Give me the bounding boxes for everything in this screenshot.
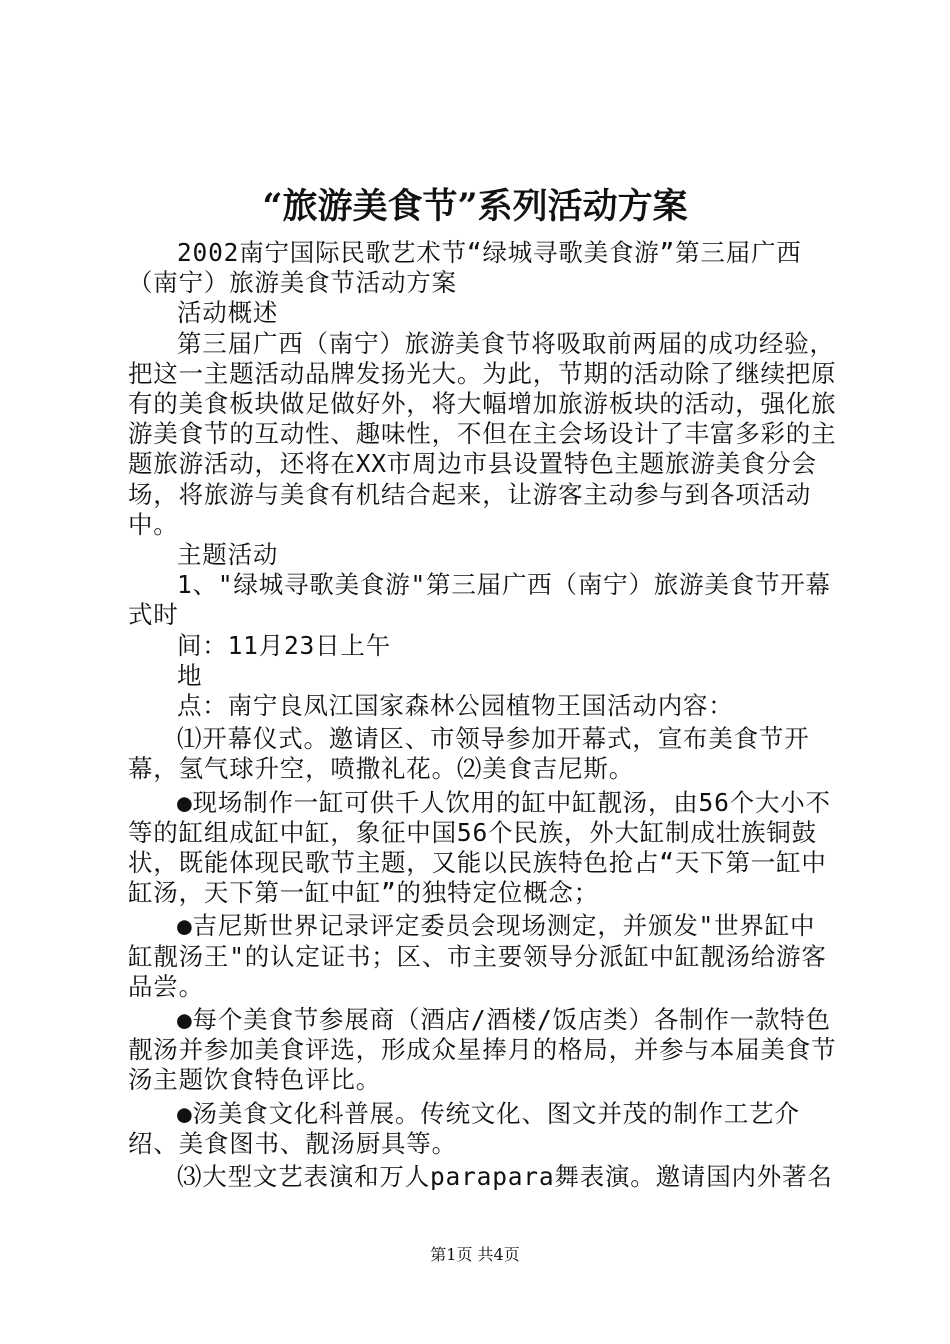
paragraph-place-label: 地 (177, 660, 203, 690)
bullet-culture-exhibit: ●汤美食文化科普展。传统文化、图文并茂的制作工艺介绍、美食图书、靓汤厨具等。 (128, 1098, 800, 1158)
paragraph-ceremony-items: ⑴开幕仪式。邀请区、市领导参加开幕式，宣布美食节开幕，氢气球升空，喷撒礼花。⑵美食吉尼斯。 (128, 724, 810, 784)
paragraph-intro: 2002南宁国际民歌艺术节“绿城寻歌美食游”第三届广西（南宁）旅游美食节活动方案 (128, 238, 802, 298)
document-body (128, 238, 838, 1192)
paragraph-overview: 第三届广西（南宁）旅游美食节将吸取前两届的成功经验，把这一主题活动品牌发扬光大。为此，节期的活动除了继续把原有的美食板块做足做好外，将大幅增加旅游板块的活动，强化旅游美食节的互动性、趣味性，不但在主会场设计了丰富多彩的主题旅游活动，还将在XX市周边市县设置特色主题旅游美食分会场，将旅游与美食有机结合起来，让游客主动参与到各项活动中。 (128, 328, 837, 539)
page-footer: 第1页 共4页 (430, 1245, 520, 1264)
document-title: “旅游美食节”系列活动方案 (262, 186, 688, 227)
bullet-soup-vat: ●现场制作一缸可供千人饮用的缸中缸靓汤，由56个大小不等的缸组成缸中缸，象征中国56个民族，外大缸制成壮族铜鼓状，既能体现民歌节主题，又能以民族特色抢占“天下第一缸中缸汤，天下第一缸中缸”的独特定位概念； (128, 787, 831, 908)
bullet-guinness: ●吉尼斯世界记录评定委员会现场测定，并颁发"世界缸中缸靓汤王"的认定证书；区、市主要领导分派缸中缸靓汤给游客品尝。 (128, 911, 827, 1001)
paragraph-time: 间：11月23日上午 (177, 630, 392, 660)
paragraph-place: 点：南宁良凤江国家森林公园植物王国活动内容： (177, 691, 734, 721)
heading-overview: 活动概述 (177, 298, 279, 328)
paragraph-opening-ceremony: 1、"绿城寻歌美食游"第三届广西（南宁）旅游美食节开幕式时 (128, 570, 831, 630)
bullet-exhibitors: ●每个美食节参展商（酒店/酒楼/饭店类）各制作一款特色靓汤并参加美食评选，形成众星捧月的格局，并参与本届美食节汤主题饮食特色评比。 (128, 1005, 837, 1095)
heading-theme-activities: 主题活动 (177, 540, 279, 570)
paragraph-performance: ⑶大型文艺表演和万人parapara舞表演。邀请国内外著名 (177, 1162, 833, 1192)
